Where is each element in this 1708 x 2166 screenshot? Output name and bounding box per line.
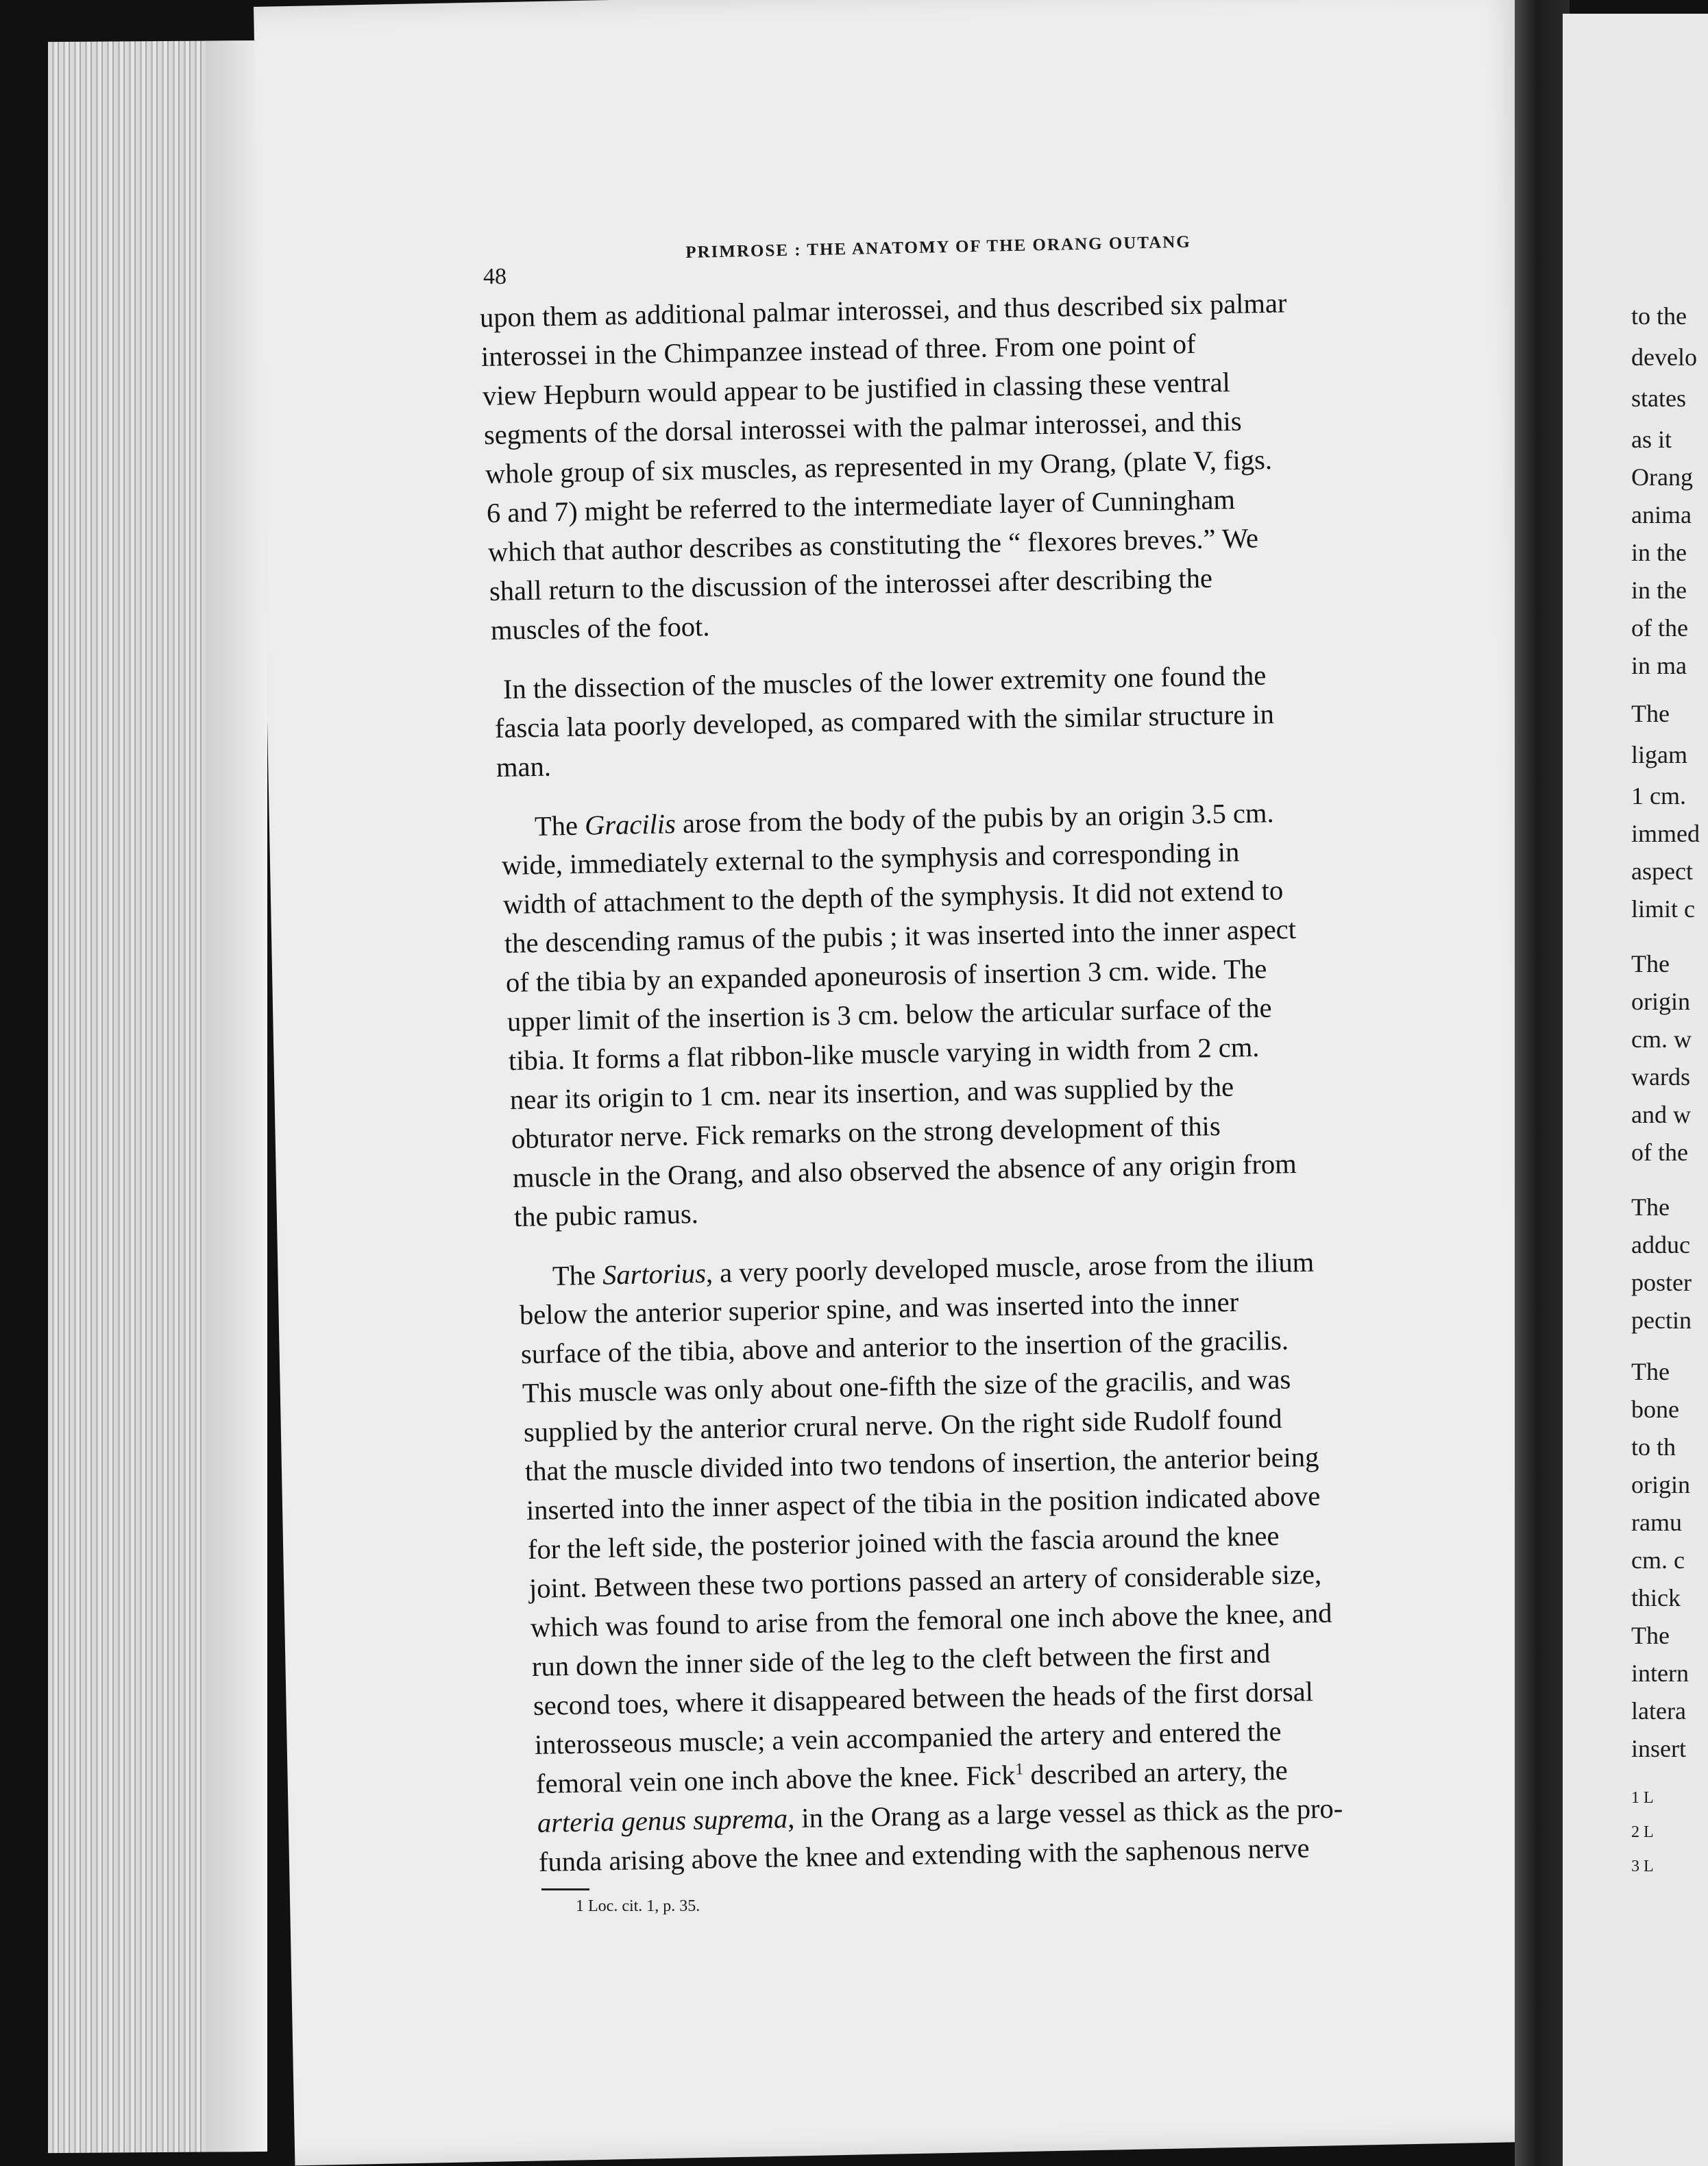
right-page-fragment: in the [1631, 539, 1687, 566]
right-page-fragment: Orang [1631, 463, 1693, 491]
right-page-fragment: The [1631, 700, 1670, 727]
right-page-fragment: in ma [1631, 652, 1687, 679]
text-line: near its origin to 1 cm. near its insertion, and was supplied by the [509, 1071, 1234, 1115]
text-line: which was found to arise from the femoral one inch above the knee, and [530, 1597, 1332, 1643]
text-line: segments of the dorsal interossei with the palmar interossei, and this [483, 405, 1242, 450]
text-line: man. [496, 751, 552, 783]
text-line: supplied by the anterior crural nerve. On the right side Rudolf found [523, 1402, 1282, 1448]
text-line: joint. Between these two portions passed an artery of considerable size, [528, 1558, 1322, 1604]
text-line: This muscle was only about one-fifth the size of the gracilis, and was [522, 1363, 1291, 1409]
right-page-fragment: The [1631, 1358, 1670, 1385]
right-page-fragment: origin [1631, 1471, 1690, 1498]
artery-name: arteria genus suprema [537, 1803, 788, 1838]
text-line: femoral vein one inch above the knee. Fick$^1$ described an artery, the [535, 1754, 1289, 1799]
right-page-fragment: insert [1631, 1735, 1686, 1762]
footnote-marker[interactable]: 1 [1014, 1760, 1024, 1779]
text-line: arteria genus suprema, in the Orang as a large vessel as thick as the pro- [537, 1792, 1343, 1838]
right-page-fragment: origin [1631, 988, 1690, 1015]
right-page-fragment: wards [1631, 1063, 1690, 1091]
text-line: funda arising above the knee and extending with the saphenous nerve [538, 1832, 1310, 1877]
text-line: tibia. It forms a flat ribbon-like muscle varying in width from 2 cm. [508, 1031, 1260, 1076]
text-line: for the left side, the posterior joined with the fascia around the knee [527, 1520, 1280, 1565]
right-page-fragment: to the [1631, 302, 1687, 330]
book-gutter [1515, 0, 1570, 2166]
text-line: interosseous muscle; a vein accompanied the artery and entered the [534, 1716, 1282, 1760]
text-line: The Sartorius, a very poorly developed muscle, arose from the ilium [552, 1246, 1315, 1291]
right-page-fragment: poster [1631, 1269, 1692, 1296]
right-page-fragment: intern [1631, 1659, 1689, 1687]
muscle-name-sartorius: Sartorius [602, 1257, 707, 1291]
right-page-fragment: of the [1631, 1139, 1688, 1166]
text-line: muscles of the foot. [490, 611, 710, 646]
text-line: that the muscle divided into two tendons of insertion, the anterior being [524, 1441, 1319, 1487]
right-page-fragment: anima [1631, 501, 1692, 528]
right-page-fragment: pectin [1631, 1306, 1692, 1334]
text-line: upper limit of the insertion is 3 cm. below the articular surface of the [507, 992, 1272, 1037]
text-line: 6 and 7) might be referred to the intermediate layer of Cunningham [486, 483, 1236, 528]
running-head: PRIMROSE : THE ANATOMY OF THE ORANG OUTANG [685, 232, 1191, 262]
right-page-fragment: develo [1631, 343, 1697, 371]
right-page-fragment: 1 cm. [1631, 782, 1686, 810]
right-page-fragment: ligam [1631, 741, 1687, 768]
text-line: view Hepburn would appear to be justified in classing these ventral [482, 367, 1231, 411]
right-page-fragment: latera [1631, 1697, 1686, 1725]
text-line: interossei in the Chimpanzee instead of three. From one point of [480, 328, 1196, 372]
right-page-fragment: cm. w [1631, 1025, 1692, 1053]
right-page-fragment: 3 L [1631, 1858, 1654, 1875]
text-line: shall return to the discussion of the interossei after describing the [489, 562, 1213, 607]
right-page-fragment: The [1631, 950, 1670, 977]
text-line: wide, immediately external to the symphysis and corresponding in [501, 836, 1240, 881]
muscle-name-gracilis: Gracilis [584, 808, 676, 841]
right-page-fragment: and w [1631, 1101, 1691, 1128]
text-line: In the dissection of the muscles of the lower extremity one found the [502, 659, 1267, 705]
text-line: the descending ramus of the pubis ; it was inserted into the inner aspect [504, 913, 1297, 959]
right-page-fragment: cm. c [1631, 1546, 1685, 1574]
text-line: The Gracilis arose from the body of the pubis by an origin 3.5 cm. [534, 797, 1274, 842]
text-line: muscle in the Orang, and also observed the absence of any origin from [512, 1148, 1297, 1193]
text-line: which that author describes as constituting the “ flexores breves.” We [487, 522, 1259, 568]
text-line: surface of the tibia, above and anterior to the insertion of the gracilis. [520, 1324, 1289, 1370]
text-line: inserted into the inner aspect of the tibia in the position indicated above [526, 1480, 1321, 1526]
right-page-fragment: bone [1631, 1396, 1679, 1423]
text-line: the pubic ramus. [513, 1198, 699, 1232]
text-line: obturator nerve. Fick remarks on the strong development of this [511, 1110, 1221, 1154]
page-stack-edge [48, 40, 267, 2153]
right-page-fragment: states [1631, 385, 1686, 412]
right-page-fragment: The [1631, 1622, 1670, 1649]
right-page-fragment: The [1631, 1193, 1670, 1221]
text-line: fascia lata poorly developed, as compared with the similar structure in [494, 698, 1275, 744]
right-page-fragment: adduc [1631, 1231, 1690, 1258]
right-page-fragment: as it [1631, 426, 1672, 453]
right-page-fragment: in the [1631, 576, 1687, 604]
text-line: upon them as additional palmar interossei, and thus described six palmar [479, 287, 1287, 333]
text-line: run down the inner side of the leg to the cleft between the first and [531, 1638, 1271, 1682]
right-page-fragment: thick [1631, 1584, 1681, 1611]
text-line: below the anterior superior spine, and was inserted into the inner [519, 1286, 1239, 1330]
text-line: whole group of six muscles, as represented in my Orang, (plate V, figs. [485, 443, 1273, 489]
right-page-fragment: 2 L [1631, 1823, 1654, 1841]
footnote: 1 Loc. cit. 1, p. 35. [576, 1897, 700, 1915]
text-line: of the tibia by an expanded aponeurosis of insertion 3 cm. wide. The [505, 953, 1267, 998]
right-page-fragment: 1 L [1631, 1789, 1654, 1807]
page-number: 48 [483, 264, 507, 289]
right-page-fragment: of the [1631, 614, 1688, 642]
footnote-rule [541, 1888, 589, 1890]
text-line: second toes, where it disappeared between the heads of the first dorsal [533, 1676, 1314, 1721]
right-page-fragment: aspect [1631, 857, 1693, 885]
right-page-fragment: limit c [1631, 895, 1695, 923]
right-partial-page [1563, 14, 1708, 2166]
right-page-fragment: ramu [1631, 1509, 1682, 1536]
text-line: width of attachment to the depth of the symphysis. It did not extend to [502, 875, 1284, 920]
right-page-fragment: to th [1631, 1433, 1676, 1461]
right-page-fragment: immed [1631, 820, 1700, 847]
